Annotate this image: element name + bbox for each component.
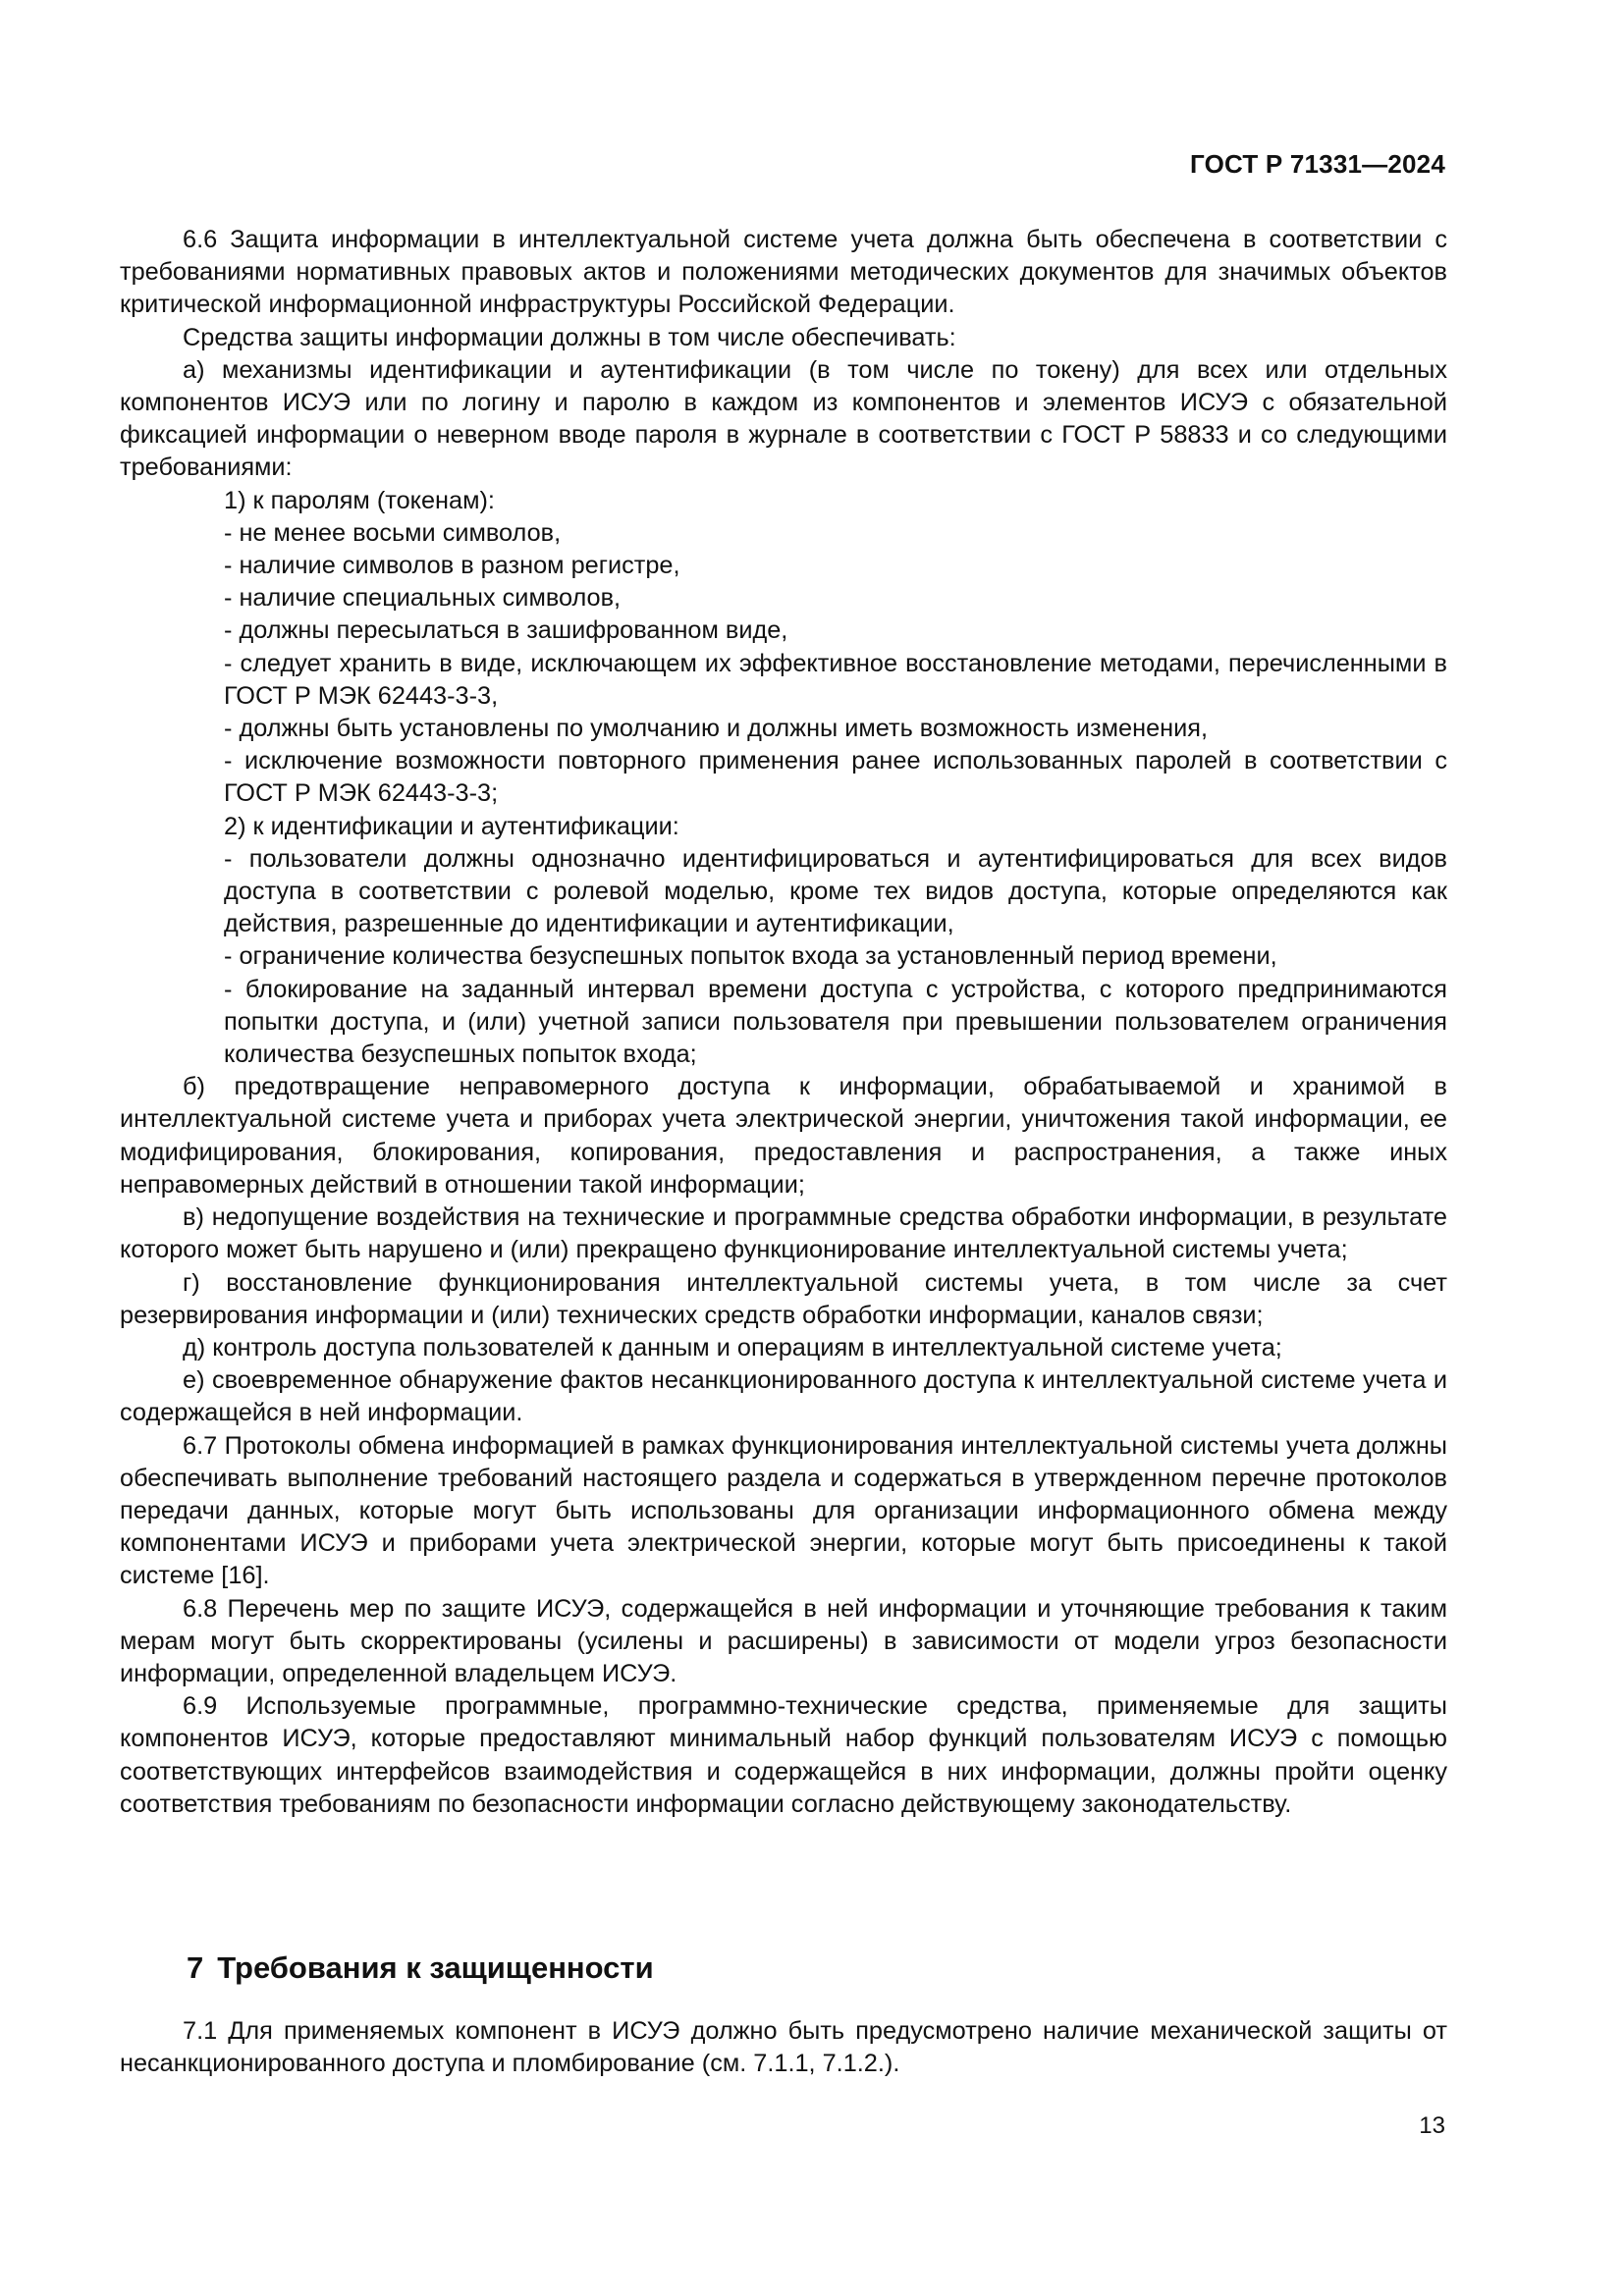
paragraph-6-7: 6.7 Протоколы обмена информацией в рамках функционирования интеллектуальной системы учета должны обеспечивать выполнение требований настоящего раздела и содержаться в утвержденном перечне протоколов передачи данных, которые могут быть использованы для организации информационного обмена между компонентами ИСУЭ и приборами учета электрической энергии, которые могут быть присоединены к такой системе [16]. [120,1431,1447,1590]
dash-item: - ограничение количества безуспешных попыток входа за установленный период времени, [224,942,1277,971]
section-title: Требования к защищенности [217,1950,654,1985]
paragraph-item-d: д) контроль доступа пользователей к данным и операциям в интеллектуальной системе учета; [183,1333,1282,1362]
paragraph-item-b: б) предотвращение неправомерного доступа к информации, обрабатываемой и хранимой в интеллектуальной системе учета и приборах учета электрической энергии, уничтожения такой информации, ее модифицирования, блокирования, копирования, предоставления и распространения, а также иных неправомерных действий в отношении такой информации; [120,1073,1447,1199]
paragraph-6-8: 6.8 Перечень мер по защите ИСУЭ, содержащейся в ней информации и уточняющие требования к таким мерам могут быть скорректированы (усилены и расширены) в зависимости от модели угроз безопасности информации, определенной владельцем ИСУЭ. [120,1594,1447,1687]
paragraph-item-e: е) своевременное обнаружение фактов несанкционированного доступа к интеллектуальной системе учета и содержащейся в ней информации. [120,1366,1447,1427]
paragraph-6-6: 6.6 Защита информации в интеллектуальной системе учета должна быть обеспечена в соответствии с требованиями нормативных правовых актов и положениями методических документов для значимых объектов критической информационной инфраструктуры Российской Федерации. [120,226,1447,319]
page-number: 13 [1419,2112,1445,2139]
section-heading [187,1950,654,1986]
section-body [120,2015,1447,2080]
paragraph-item-g: г) восстановление функционирования интеллектуальной системы учета, в том числе за счет резервирования информации и (или) технических средств обработки информации, каналов связи; [120,1268,1447,1329]
paragraph-means-intro: Средства защиты информации должны в том числе обеспечивать: [183,323,956,351]
document-code-header: ГОСТ Р 71331—2024 [1190,149,1445,179]
subitem-1-passwords: 1) к паролям (токенам): [224,486,495,514]
dash-item: - исключение возможности повторного применения ранее использованных паролей в соответствии с ГОСТ Р МЭК 62443-3-3; [224,747,1447,808]
paragraph-item-v: в) недопущение воздействия на технические и программные средства обработки информации, в результате которого может быть нарушено и (или) прекращено функционирование интеллектуальной системы учета; [120,1203,1447,1264]
dash-item: - наличие специальных символов, [224,584,622,613]
dash-item: - наличие символов в разном регистре, [224,552,680,580]
dash-item: - пользователи должны однозначно идентифицироваться и аутентифицироваться для всех видов доступа в соответствии с ролевой моделью, кроме тех видов доступа, которые определяются как действия, разрешенные до идентификации и аутентификации, [224,844,1447,938]
paragraph-6-9: 6.9 Используемые программные, программно-технические средства, применяемые для защиты компонентов ИСУЭ, которые предоставляют минимальный набор функций пользователям ИСУЭ с помощью соответствующих интерфейсов взаимодействия и содержащейся в них информации, должны пройти оценку соответствия требованиям по безопасности информации согласно действующему законодательству. [120,1692,1447,1818]
paragraph-7-1: 7.1 Для применяемых компонент в ИСУЭ должно быть предусмотрено наличие механической защиты от несанкционированного доступа и пломбирование (см. 7.1.1, 7.1.2.). [120,2017,1447,2078]
dash-item: - блокирование на заданный интервал времени доступа с устройства, с которого предпринимаются попытки доступа, и (или) учетной записи пользователя при превышении пользователем ограничения количества безуспешных попыток входа; [224,975,1447,1069]
dash-item: - следует хранить в виде, исключающем их эффективное восстановление методами, перечисленными в ГОСТ Р МЭК 62443-3-3, [224,649,1447,710]
dash-item: - не менее восьми символов, [224,518,562,547]
dash-item: - должны пересылаться в зашифрованном виде, [224,616,788,645]
dash-item: - должны быть установлены по умолчанию и должны иметь возможность изменения, [224,715,1208,743]
document-body [120,224,1447,1821]
subitem-2-identification: 2) к идентификации и аутентификации: [224,812,679,840]
section-number: 7 [187,1950,204,1985]
paragraph-item-a: а) механизмы идентификации и аутентификации (в том числе по токену) для всех или отдельных компонентов ИСУЭ или по логину и паролю в каждом из компонентов и элементов ИСУЭ с обязательной фиксацией информации о неверном вводе пароля в журнале в соответствии с ГОСТ Р 58833 и со следующими требованиями: [120,355,1447,482]
